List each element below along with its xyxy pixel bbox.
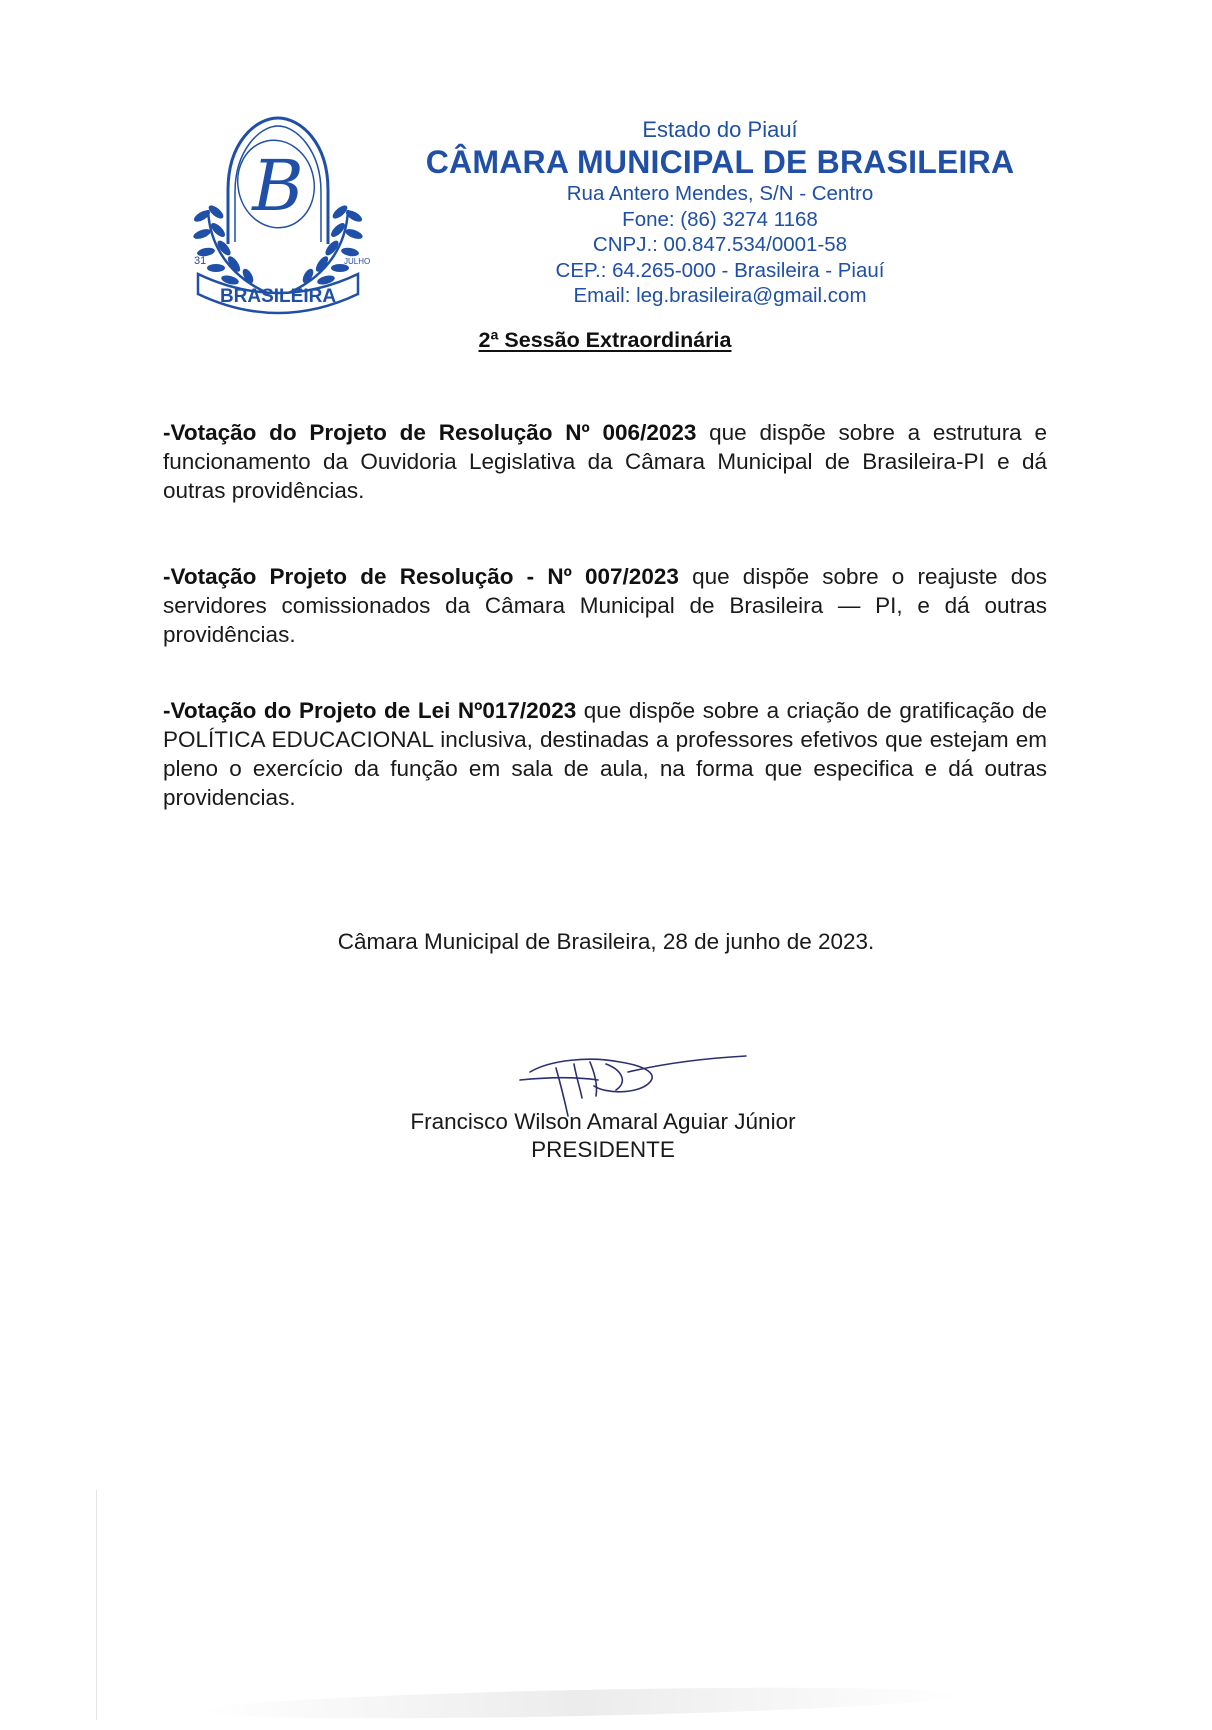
letterhead-title: CÂMARA MUNICIPAL DE BRASILEIRA (425, 144, 1015, 180)
signer-role: PRESIDENTE (531, 1137, 675, 1162)
agenda-item-text: que dispõe sobre a criação de gratificação de POLÍTICA EDUCACIONAL inclusiva, destinadas a professores efetivos que estejam em pleno o exercício da função em sala de aula, na forma que especifica e dá outras providencias. (163, 698, 1047, 810)
agenda-item-text: que dispõe sobre a estrutura e funcionamento da Ouvidoria Legislativa da Câmara Municipal de Brasileira-PI e dá outras providências. (163, 420, 1047, 503)
scan-smudge (200, 1682, 960, 1724)
crest-banner-text: BRASILEIRA (219, 286, 337, 307)
agenda-item (163, 696, 1047, 812)
letterhead-state: Estado do Piauí (642, 117, 798, 142)
letterhead-cnpj: CNPJ.: 00.847.534/0001-58 (592, 233, 848, 256)
date-line: Câmara Municipal de Brasileira, 28 de junho de 2023. (337, 929, 875, 954)
session-title: 2ª Sessão Extraordinária (478, 328, 732, 352)
letterhead-phone: Fone: (86) 3274 1168 (622, 207, 818, 231)
crest-date-right: JULHO (344, 257, 371, 266)
letterhead-address: Rua Antero Mendes, S/N - Centro (566, 182, 874, 205)
letterhead (400, 117, 1040, 309)
crest-monogram: B (252, 145, 304, 227)
agenda-item (163, 418, 1047, 505)
agenda-item (163, 562, 1047, 649)
municipal-crest (172, 112, 384, 324)
agenda-item-heading: -Votação Projeto de Resolução - Nº 007/2023 (163, 564, 679, 589)
crest-date-left: 31 (194, 255, 207, 267)
agenda-item-heading: -Votação do Projeto de Lei Nº017/2023 (163, 698, 577, 723)
agenda-item-text: que dispõe sobre o reajuste dos servidores comissionados da Câmara Municipal de Brasileira — PI, e dá outras providências. (163, 564, 1047, 647)
letterhead-cep: CEP.: 64.265-000 - Brasileira - Piauí (555, 258, 885, 282)
scan-edge-mark (96, 1490, 97, 1720)
letterhead-email: Email: leg.brasileira@gmail.com (573, 284, 867, 307)
agenda-item-heading: -Votação do Projeto de Resolução Nº 006/2023 (163, 420, 697, 445)
signer-name: Francisco Wilson Amaral Aguiar Júnior (410, 1109, 796, 1134)
